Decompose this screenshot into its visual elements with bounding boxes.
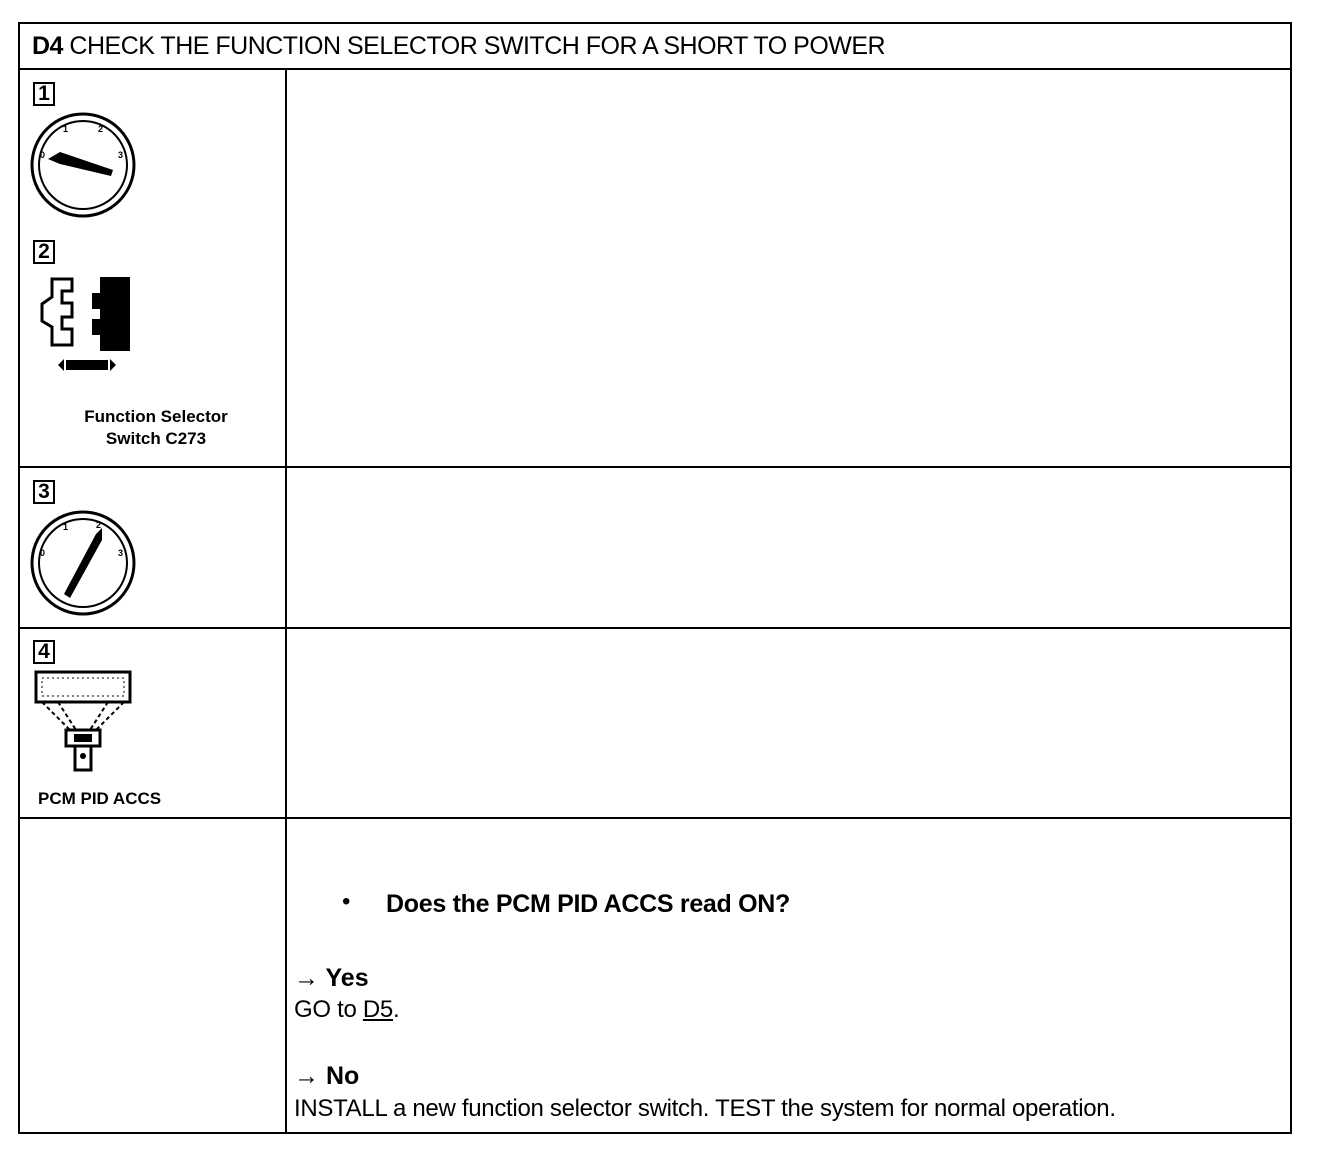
row-divider [20,817,1290,819]
step-header [20,24,1290,70]
svg-text:1: 1 [63,124,69,134]
question-bullet: • [342,888,351,915]
svg-text:0: 0 [40,548,46,558]
svg-text:2: 2 [98,124,104,134]
svg-text:0: 0 [40,150,46,160]
svg-text:1: 1 [63,522,69,532]
step-2-number: 2 [33,240,55,264]
step-3-number: 3 [33,480,55,504]
scan-tool-caption: PCM PID ACCS [38,789,162,808]
no-outcome-text: INSTALL a new function selector switch. TEST the system for normal operation. [294,1095,1116,1122]
arrow-right-icon: → [294,1062,319,1090]
connector-caption: Function Selector Switch C273 [84,407,228,448]
svg-text:3: 3 [118,150,124,160]
svg-text:3: 3 [118,548,124,558]
step-1-number: 1 [33,82,55,106]
ignition-key-on-icon [30,510,140,620]
goto-d5-link[interactable]: D5 [362,996,393,1023]
no-outcome-label: → No [294,1062,360,1090]
row-divider [20,627,1290,629]
diagnostic-step-table [18,22,1292,1134]
step-4-number: 4 [33,640,55,664]
arrow-right-icon: → [294,964,319,992]
yes-outcome-text: GO to D5. [294,996,400,1023]
step-title: CHECK THE FUNCTION SELECTOR SWITCH FOR A SHORT TO POWER [69,32,886,60]
yes-outcome-label: → Yes [294,964,369,992]
scan-tool-icon [30,670,140,780]
connector-disconnect-icon [30,269,140,374]
column-divider [285,70,287,1132]
svg-text:2: 2 [96,520,102,530]
ignition-key-off-icon [30,112,140,222]
row-divider [20,466,1290,468]
question-text: Does the PCM PID ACCS read ON? [386,890,791,918]
step-id: D4 [32,32,63,60]
